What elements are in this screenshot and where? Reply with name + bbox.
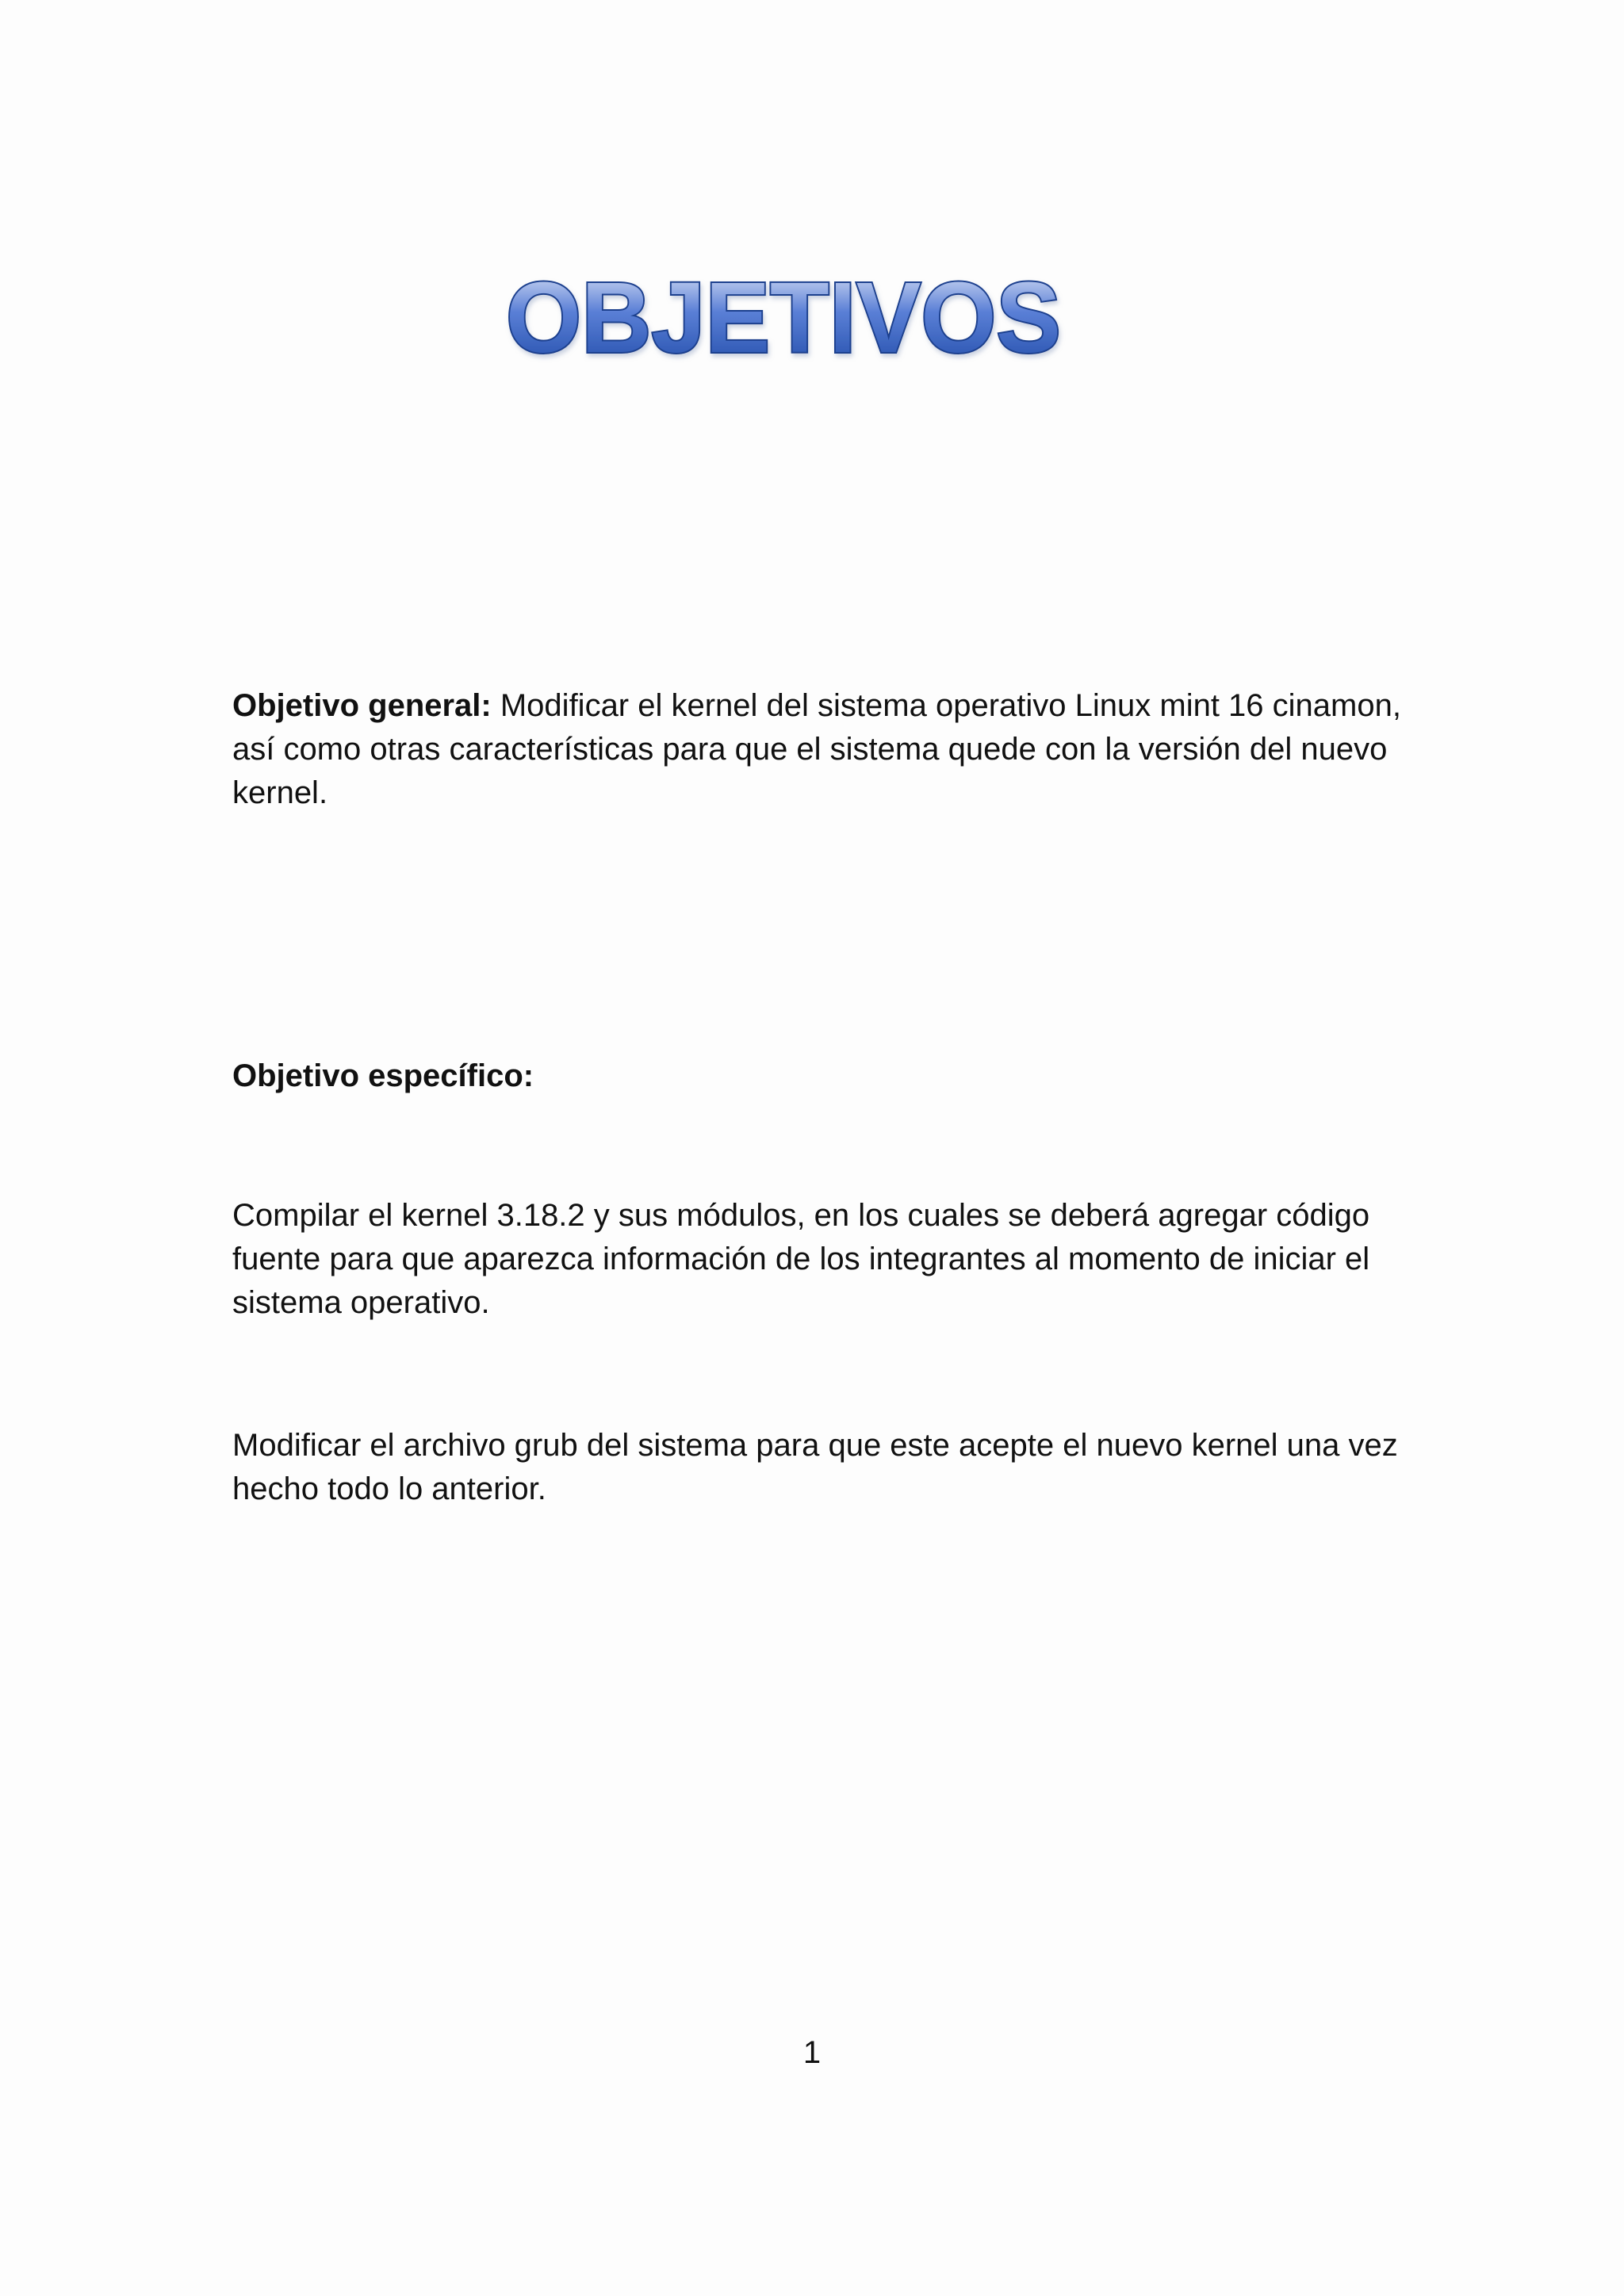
general-objective-label: Objetivo general: [232, 688, 492, 723]
general-objective-text: Modificar el kernel del sistema operativo Linux mint 16 cinamon, así como otras características para que el sistema quede con la versión del nuevo kernel. [232, 688, 1401, 810]
title-graphic [498, 266, 1069, 369]
specific-objective-item: Compilar el kernel 3.18.2 y sus módulos, en los cuales se deberá agregar código fuente para que aparezca información de los integrantes al momento de iniciar el sistema operativo. [232, 1198, 1370, 1320]
general-objective-paragraph [232, 684, 1422, 815]
specific-objective-item: Modificar el archivo grub del sistema para que este acepte el nuevo kernel una vez hecho todo lo anterior. [232, 1428, 1398, 1506]
page-number: 1 [802, 2035, 822, 2070]
page-title: OBJETIVOS [506, 266, 1061, 369]
specific-objective-label: Objetivo específico: [232, 1058, 534, 1093]
specific-objective-heading [232, 1054, 1422, 1098]
title-wordart [498, 266, 1069, 369]
